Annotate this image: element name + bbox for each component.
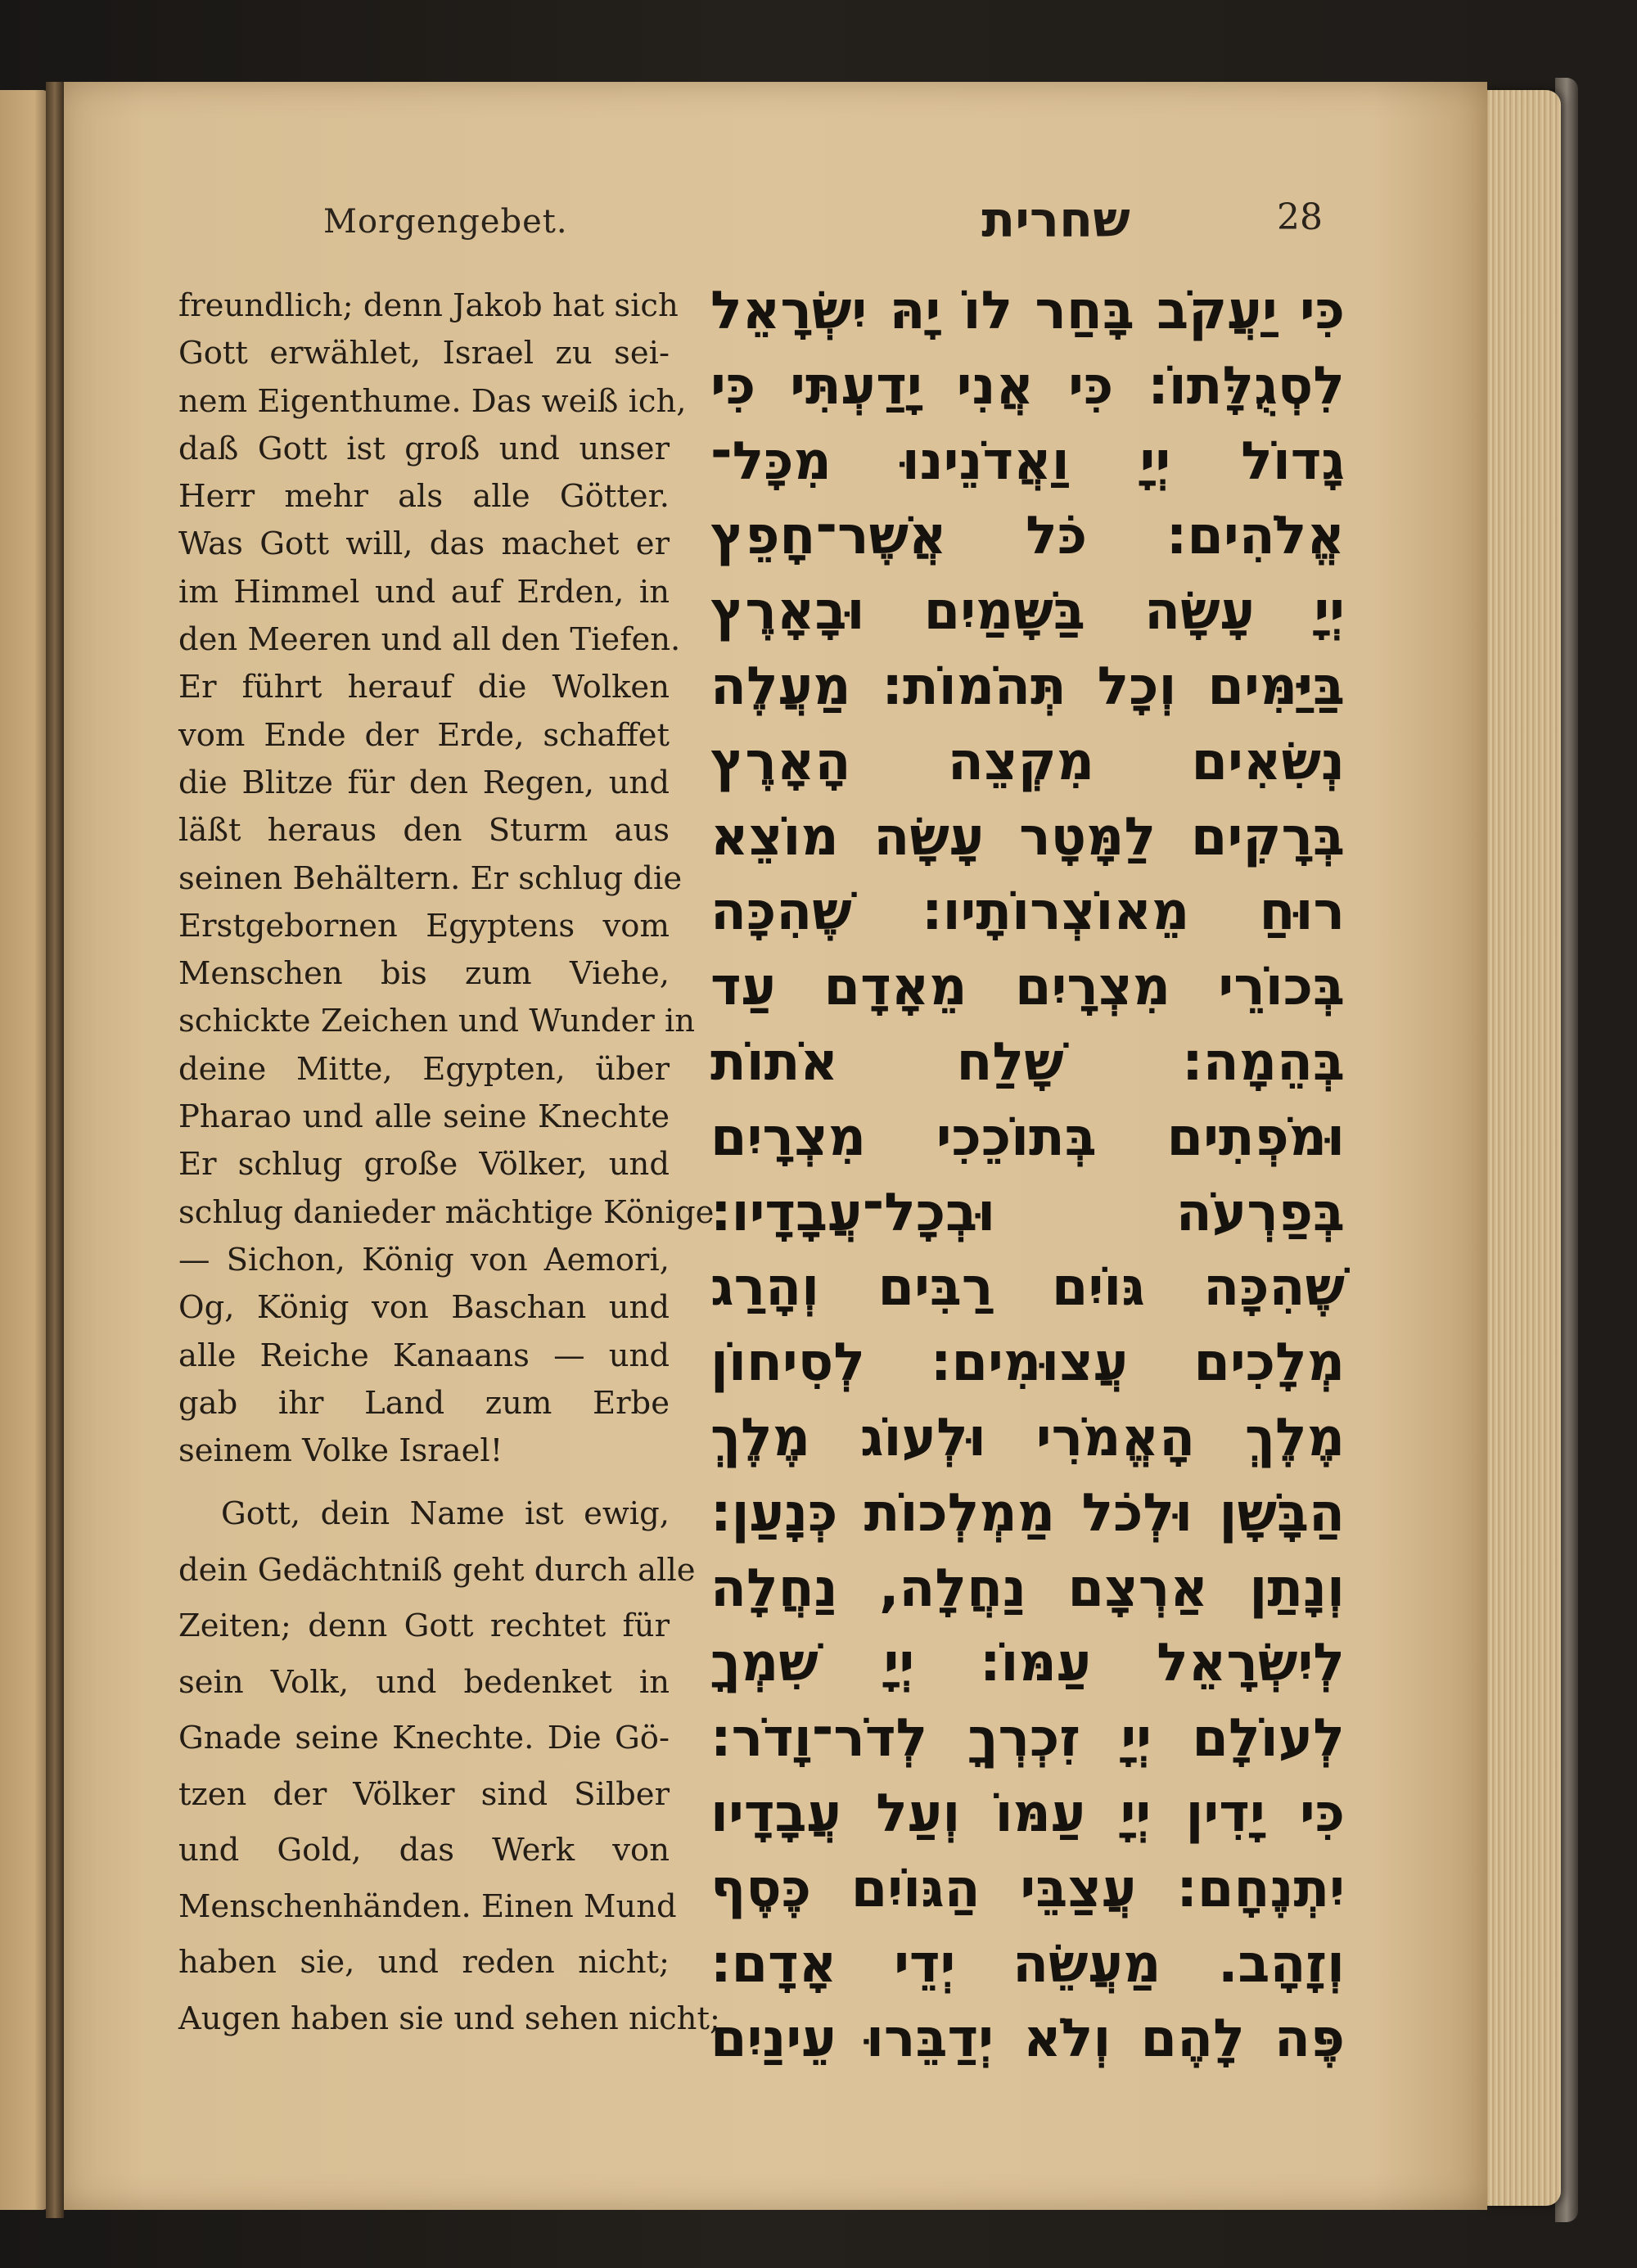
book-gutter bbox=[46, 82, 64, 2218]
german-line: Er führt herauf die Wolken bbox=[178, 669, 670, 706]
german-line: Zeiten; denn Gott rechtet für bbox=[178, 1607, 670, 1645]
hebrew-line: נְשִׂאִים מִקְצֵה הָאָרֶץ bbox=[710, 731, 1345, 792]
german-line: Erstgebornen Egyptens vom bbox=[178, 907, 670, 945]
hebrew-line: בַּיַּמִּים וְכָל תְּהֹמוֹת: מַעֲלֶה bbox=[710, 656, 1345, 717]
german-line: sein Volk, und bedenket in bbox=[178, 1663, 670, 1701]
german-line: im Himmel und auf Erden, in bbox=[178, 573, 670, 611]
german-line: deine Mitte, Egypten, über bbox=[178, 1050, 670, 1088]
german-line: dein Gedächtniß geht durch alle bbox=[178, 1551, 696, 1589]
german-line: Er schlug große Völker, und bbox=[178, 1146, 670, 1184]
hebrew-line: יְיָ עָשָׂה בַּשָּׁמַיִם וּבָאָרֶץ bbox=[710, 581, 1345, 643]
page-header bbox=[0, 192, 1637, 270]
hebrew-line: אֱלֹהִים: כֹּל אֲשֶׁר־חָפֵץ bbox=[710, 506, 1345, 567]
hebrew-line: מְלָכִים עֲצוּמִים: לְסִיחוֹן bbox=[710, 1332, 1345, 1394]
german-line: Augen haben sie und sehen nicht; bbox=[178, 2000, 720, 2037]
german-line: und Gold, das Werk von bbox=[178, 1832, 670, 1869]
german-line: Menschen bis zum Viehe, bbox=[178, 955, 670, 993]
german-line: die Blitze für den Regen, und bbox=[178, 764, 670, 801]
german-line: Was Gott will, das machet er bbox=[178, 525, 670, 563]
german-line: Menschenhänden. Einen Mund bbox=[178, 1887, 677, 1925]
german-line: Herr mehr als alle Götter. bbox=[178, 478, 670, 516]
hebrew-line: לְיִשְׂרָאֵל עַמּוֹ: יְיָ שִׁמְךָ bbox=[710, 1633, 1345, 1694]
hebrew-line: בְּפַרְעֹה וּבְכָל־עֲבָדָיו: bbox=[710, 1182, 1345, 1243]
german-line: Og, König von Baschan und bbox=[178, 1289, 670, 1327]
paragraph-gap bbox=[178, 1475, 670, 1486]
german-line: Pharao und alle seine Knechte bbox=[178, 1098, 670, 1136]
hebrew-line: יִתְנֶחָם: עֲצַבֵּי הַגּוֹיִם כֶּסֶף bbox=[710, 1858, 1345, 1919]
page-stack-edge bbox=[1483, 90, 1561, 2206]
german-line: seinem Volke Israel! bbox=[178, 1432, 503, 1470]
german-line: haben sie, und reden nicht; bbox=[178, 1944, 670, 1982]
german-translation-column bbox=[178, 282, 720, 2047]
german-line: tzen der Völker sind Silber bbox=[178, 1775, 670, 1813]
german-line: nem Eigenthume. Das weiß ich, bbox=[178, 382, 687, 420]
running-head-hebrew: שחרית bbox=[981, 192, 1130, 249]
hebrew-line: פֶּה לָהֶם וְלֹא יְדַבֵּרוּ עֵינַיִם bbox=[710, 2009, 1345, 2070]
german-line: Gott erwählet, Israel zu sei- bbox=[178, 335, 670, 372]
hebrew-line: מֶלֶךְ הָאֱמֹרִי וּלְעוֹג מֶלֶךְ bbox=[710, 1407, 1345, 1468]
german-line: Gott, dein Name ist ewig, bbox=[221, 1495, 670, 1533]
german-line: Gnade seine Knechte. Die Gö- bbox=[178, 1720, 670, 1757]
german-line: daß Gott ist groß und unser bbox=[178, 430, 670, 467]
left-page-edge bbox=[0, 90, 49, 2210]
hebrew-line: לְעוֹלָם יְיָ זִכְרְךָ לְדֹר־וָדֹר: bbox=[710, 1708, 1345, 1770]
hebrew-text-column bbox=[710, 274, 1345, 2077]
german-line: schickte Zeichen und Wunder in bbox=[178, 1003, 696, 1040]
hebrew-line: לִסְגֻלָּתוֹ: כִּי אֲנִי יָדַעְתִּי כִּי bbox=[710, 355, 1345, 417]
german-line: seinen Behältern. Er schlug die bbox=[178, 859, 683, 897]
page-number: 28 bbox=[1277, 196, 1323, 238]
german-line: läßt heraus den Sturm aus bbox=[178, 812, 670, 850]
hebrew-line: בְּהֵמָה: שָׁלַח אֹתוֹת bbox=[710, 1031, 1345, 1093]
hebrew-line: בְּכוֹרֵי מִצְרָיִם מֵאָדָם עַד bbox=[710, 957, 1345, 1018]
hebrew-line: וּמֹפְתִים בְּתוֹכֵכִי מִצְרָיִם bbox=[710, 1107, 1345, 1168]
hebrew-line: בְּרָקִים לַמָּטָר עָשָׂה מוֹצֵא bbox=[710, 806, 1345, 868]
german-line: — Sichon, König von Aemori, bbox=[178, 1241, 670, 1278]
german-line: alle Reiche Kanaans — und bbox=[178, 1337, 670, 1374]
hebrew-line: שֶׁהִכָּה גּוֹיִם רַבִּים וְהָרַג bbox=[710, 1257, 1345, 1319]
hebrew-line: וְנָתַן אַרְצָם נַחֲלָה, נַחֲלָה bbox=[710, 1558, 1345, 1619]
german-line: vom Ende der Erde, schaffet bbox=[178, 716, 670, 754]
german-line: schlug danieder mächtige Könige bbox=[178, 1193, 715, 1231]
hebrew-line: כִּי יַעֲקֹב בָּחַר לוֹ יָהּ יִשְׂרָאֵל bbox=[710, 281, 1345, 341]
german-line: gab ihr Land zum Erbe bbox=[178, 1384, 670, 1422]
hebrew-line: הַבָּשָׁן וּלְכֹל מַמְלְכוֹת כְּנָעַן: bbox=[710, 1482, 1345, 1544]
running-head-german: Morgengebet. bbox=[323, 203, 568, 241]
hebrew-line: וְזָהָב. מַעֲשֵׂה יְדֵי אָדָם: bbox=[710, 1933, 1345, 1995]
hebrew-line: גָדוֹל יְיָ וַאֲדֹנֵינוּ מִכָּל־ bbox=[710, 431, 1345, 492]
german-line: freundlich; denn Jakob hat sich bbox=[178, 287, 679, 324]
hebrew-line: רוּחַ מֵאוֹצְרוֹתָיו: שֶׁהִכָּה bbox=[710, 881, 1345, 943]
german-line: den Meeren und all den Tiefen. bbox=[178, 621, 681, 659]
hebrew-line: כִּי יָדִין יְיָ עַמּוֹ וְעַל עֲבָדָיו bbox=[710, 1783, 1345, 1844]
